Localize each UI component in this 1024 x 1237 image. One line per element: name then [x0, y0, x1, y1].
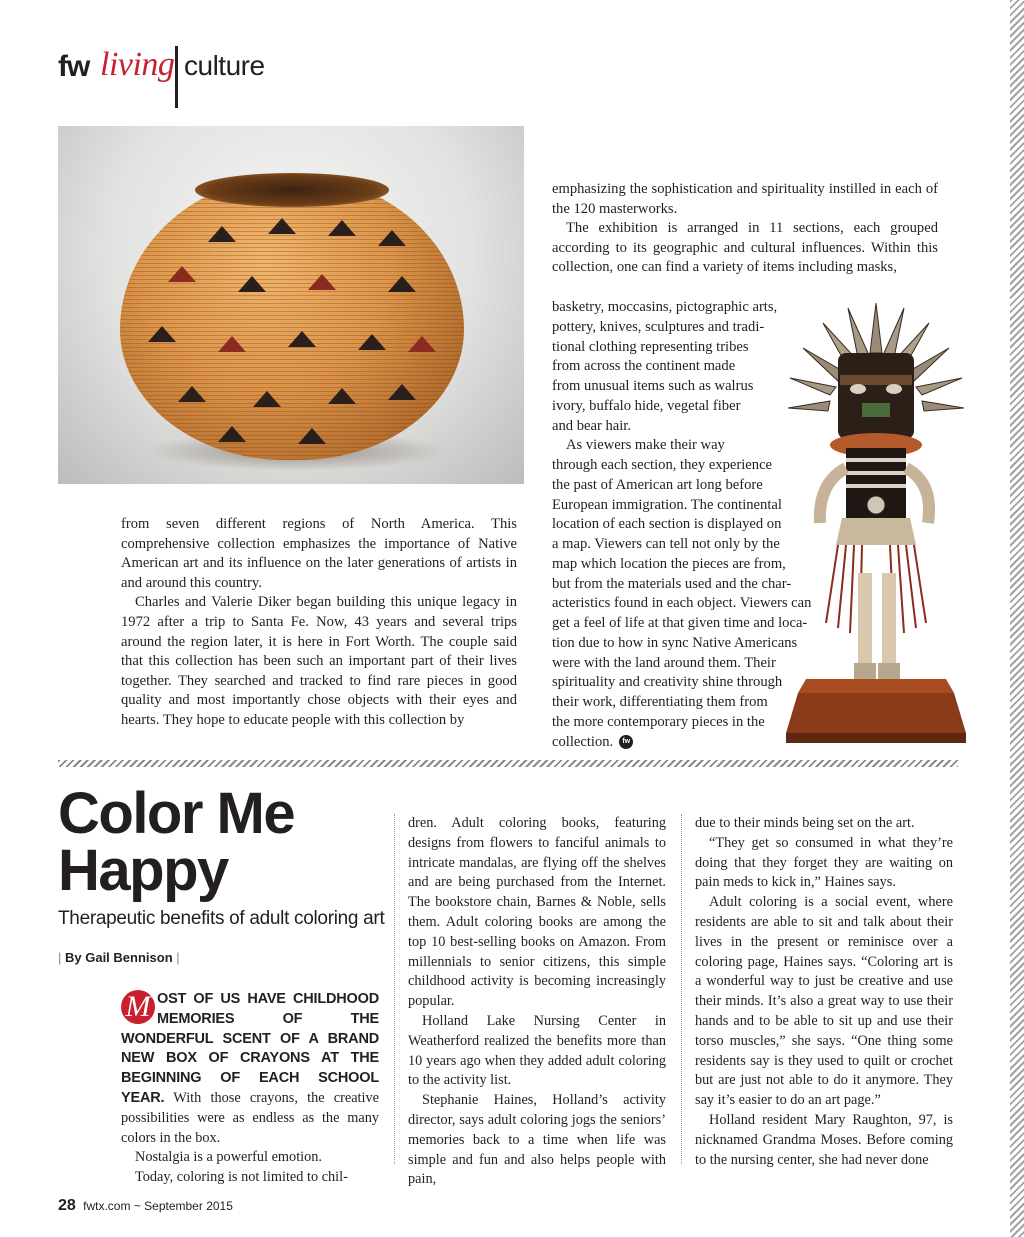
pattern-motif — [408, 336, 436, 352]
top-article-left-column — [121, 515, 517, 731]
paragraph: from seven different regions of North America. This comprehensive collection emphasizes the importance of Native American art and its influence on the later generations of artists in and around this country. — [121, 516, 517, 591]
pattern-motif — [208, 226, 236, 242]
paragraph: Charles and Valerie Diker began building this unique legacy in 1972 after a trip to Santa Fe. Now, 43 years and several trips around the region later, it is here in Fort Worth. The couple said that this collection has been such an important part of their lives together. They searched and tracked to find rare pieces in good quality and most importantly chose objects with their eyes and hearts. They hope to educate people with this collection by — [121, 594, 517, 728]
text-line: tion due to how in sync Native Americans — [552, 634, 798, 651]
pattern-motif — [148, 326, 176, 342]
paragraph: Adult coloring is a social event, where residents are able to sit and talk about their lives in the present or reminisce over a coloring page, Haines says. “Coloring art is a wonderful way to just be creative and use their minds. It’s also a great way to use their hands and to be able to sit up and use their torso muscles,” she says. “One thing some residents say is they used to quilt or crochet but are just not able to do it anymore. They say it’s easier to do an art page.” — [695, 894, 953, 1109]
pattern-motif — [218, 336, 246, 352]
paragraph: due to their minds being set on the art. — [695, 815, 915, 831]
footer-text: fwtx.com ~ September 2015 — [83, 1199, 233, 1213]
pattern-motif — [328, 220, 356, 236]
feature-column-2 — [408, 814, 666, 1190]
byline: | By Gail Bennison | — [58, 950, 180, 965]
pattern-motif — [388, 276, 416, 292]
pattern-motif — [388, 384, 416, 400]
pattern-motif — [253, 391, 281, 407]
pattern-motif — [178, 386, 206, 402]
lead-paragraph — [121, 990, 379, 1148]
text-line: basketry, moccasins, pictographic arts, — [552, 299, 778, 315]
pattern-motif — [308, 274, 336, 290]
text-line: were with the land around them. Their — [552, 654, 776, 671]
paragraph: Holland resident Mary Raughton, 97, is nicknamed Grandma Moses. Before coming to the nursing center, she had never done — [695, 1111, 953, 1168]
text-line: collection. fw — [552, 733, 633, 753]
text-line: acteristics found in each object. Viewers can — [552, 595, 812, 612]
pattern-motif — [378, 230, 406, 246]
brand-living: living — [100, 46, 175, 83]
paragraph: Nostalgia is a powerful emotion. — [135, 1149, 323, 1166]
lead-rest: With those crayons, the creative possibilities were as endless as the many colors in the box. — [121, 1089, 379, 1146]
text-line: but from the materials used and the char- — [552, 575, 792, 592]
paragraph: “They get so consumed in what they’re doing that they forget they are waiting on pain meds to kick in,” Haines says. — [695, 834, 953, 891]
pattern-motif — [268, 218, 296, 234]
text-line: from across the continent made — [552, 358, 736, 375]
top-article-right-column — [552, 180, 938, 278]
pattern-motif — [218, 426, 246, 442]
paragraph: Today, coloring is not limited to chil- — [135, 1169, 348, 1186]
header-divider — [175, 46, 178, 108]
text-line: their work, differentiating them from — [552, 694, 768, 710]
pattern-motif — [298, 428, 326, 444]
text-line: location of each section is displayed on — [552, 516, 782, 533]
text-line: As viewers make their way — [566, 437, 725, 454]
paragraph: Holland Lake Nursing Center in Weatherford realized the benefits more than 10 years ago when they added adult coloring to the activity list. — [408, 1012, 666, 1089]
text-line: map which location the pieces are from, — [552, 555, 786, 572]
text-line: from unusual items such as walrus — [552, 378, 754, 394]
paragraph: emphasizing the sophistication and spirituality instilled in each of the 120 masterworks. — [552, 181, 938, 217]
feature-column-3 — [695, 814, 953, 1170]
section-label: culture — [184, 50, 265, 81]
text-line: pottery, knives, sculptures and tradi- — [552, 318, 765, 335]
dropcap: M — [121, 990, 155, 1024]
page-edge-pattern — [1010, 0, 1024, 1237]
text-line: the past of American art long before — [552, 476, 763, 493]
paragraph: The exhibition is arranged in 11 sections, each grouped according to its geographic and cultural influences. Within this collection, one can find a variety of items including masks, — [552, 220, 938, 276]
text-line: through each section, they experience — [552, 457, 773, 473]
page-number: 28 — [58, 1197, 76, 1214]
paragraph: dren. Adult coloring books, featuring designs from flowers to fanciful animals to intricate mandalas, are flying off the shelves and are being purchased from the Internet. The bookstore chain, Barnes & Noble, sells them. Adult coloring books are among the top 10 best-selling books on Amazon. From millennials to senior citizens, this simple childhood activity is becoming increasingly popular. — [408, 815, 666, 1010]
pattern-motif — [168, 266, 196, 282]
pattern-motif — [288, 331, 316, 347]
headline-line: Happy — [58, 838, 228, 903]
text-line: a map. Viewers can tell not only by the — [552, 536, 780, 552]
feature-headline — [58, 781, 388, 903]
text-line: European immigration. The continental — [552, 496, 782, 513]
kachina-figure — [778, 283, 974, 745]
section-divider — [58, 760, 958, 767]
end-mark-icon: fw — [619, 735, 633, 749]
byline-author: By Gail Bennison — [65, 950, 173, 965]
text-line: the more contemporary pieces in the — [552, 713, 765, 730]
column-separator — [681, 814, 683, 1164]
lead-caps: OST OF US HAVE CHILDHOOD MEMORIES OF THE WONDERFUL SCENT OF A BRAND NEW BOX OF CRAYONS AT THE BEGINNING OF EACH SCHOOL YEAR. — [121, 991, 379, 1106]
text-line: get a feel of life at that given time and loca- — [552, 615, 808, 631]
column-separator — [394, 814, 396, 1164]
brand-fw: fw — [58, 50, 90, 83]
paragraph: Stephanie Haines, Holland’s activity director, says adult coloring jogs the seniors’ memories back to a time when life was simple and fun and also helps people with pain, — [408, 1092, 666, 1188]
text-line: ivory, buffalo hide, vegetal fiber — [552, 397, 741, 414]
text-line: tional clothing representing tribes — [552, 338, 749, 355]
headline-line: Color Me — [58, 781, 295, 846]
text-line: spirituality and creativity shine through — [552, 674, 783, 691]
pattern-motif — [238, 276, 266, 292]
pattern-motif — [328, 388, 356, 404]
page-footer — [58, 1197, 233, 1215]
basket-photo — [58, 126, 524, 484]
pattern-motif — [358, 334, 386, 350]
feature-subhead: Therapeutic benefits of adult coloring art — [58, 908, 385, 929]
feature-column-1 — [121, 990, 379, 1188]
text-line: and bear hair. — [552, 417, 632, 434]
basket-opening — [195, 173, 389, 207]
